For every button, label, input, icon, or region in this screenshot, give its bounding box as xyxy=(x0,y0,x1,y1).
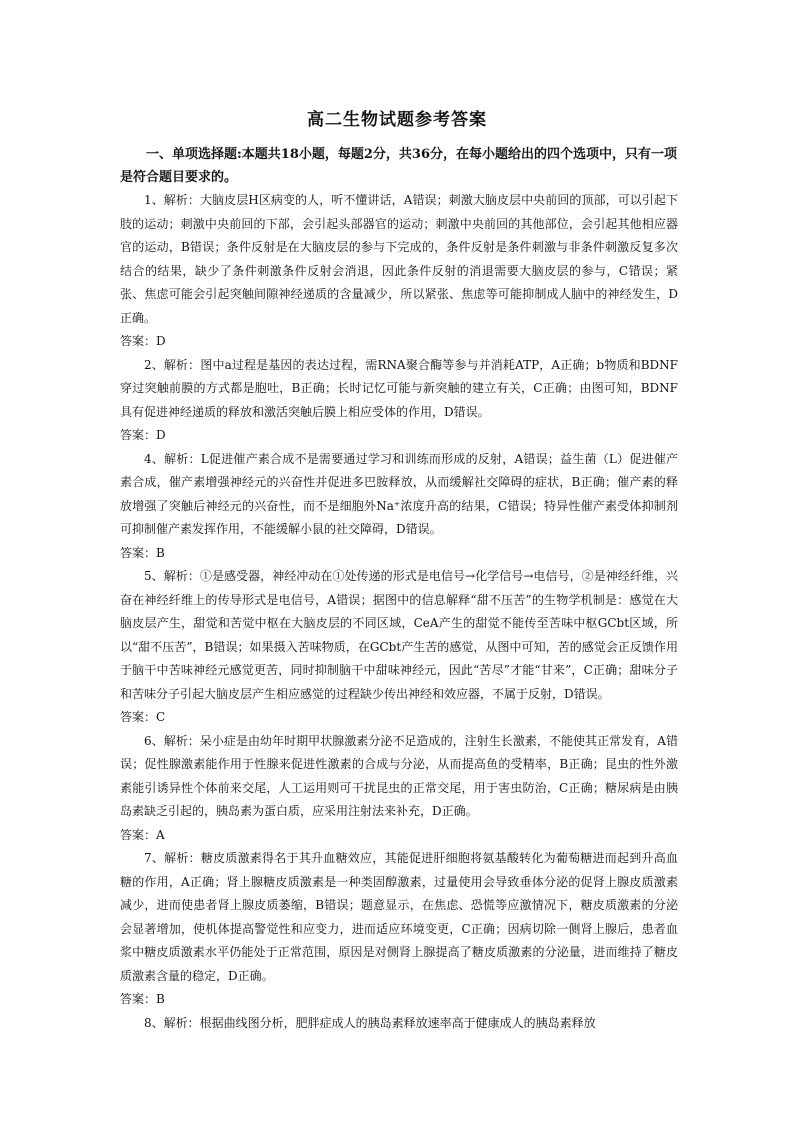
section-heading: 一、单项选择题:本题共18小题，每题2分，共36分，在每小题给出的四个选项中，只有一项是符合题目要求的。 xyxy=(120,147,678,185)
answer-2: 答案：D xyxy=(120,428,166,442)
page-title: 高二生物试题参考答案 xyxy=(307,110,487,130)
explanation-5: 5、解析：①是感受器，神经冲动在①处传递的形式是电信号→化学信号→电信号，②是神经纤维，兴奋在神经纤维上的传导形式是电信号，A错误；据图中的信息解释“甜不压苦”的生物学机制是：感觉在大脑皮层产生，甜觉和苦觉中枢在大脑皮层的不同区域，CeA产生的甜觉不能传至苦味中枢GCbt区域，所以“甜不压苦”，B错误；如果摄入苦味物质，在GCbt产生苦的感觉，从图中可知，苦的感觉会正反馈作用于脑干中苦味神经元感觉更苦，同时抑制脑干中甜味神经元，因此“苦尽”才能“甘来”，C正确；甜味分子和苦味分子引起大脑皮层产生相应感觉的过程缺少传出神经和效应器，不属于反射，D错误。 xyxy=(120,569,678,701)
answer-1: 答案：D xyxy=(120,334,166,348)
answer-6: 答案：A xyxy=(120,827,165,842)
explanation-7: 7、解析：糖皮质激素得名于其升血糖效应，其能促进肝细胞将氨基酸转化为葡萄糖进而起到升高血糖的作用，A正确；肾上腺糖皮质激素是一种类固醇激素，过量使用会导致垂体分泌的促肾上腺皮质激素减少，进而使患者肾上腺皮质萎缩，B错误；题意显示，在焦虑、恐慌等应激情况下，糖皮质激素的分泌会显著增加，使机体提高警觉性和应变力，进而适应环境变更，C正确；因病切除一侧肾上腺后，患者血浆中糖皮质激素水平仍能处于正常范围，原因是对侧肾上腺提高了糖皮质激素的分泌量，进而维持了糖皮质激素含量的稳定，D正确。 xyxy=(120,851,678,983)
explanation-4: 4、解析：L促进催产素合成不是需要通过学习和训练而形成的反射，A错误；益生菌（L）促进催产素合成，催产素增强神经元的兴奋性并促进多巴胺释放，从而缓解社交障碍的症状，B正确；催产素的释放增强了突触后神经元的兴奋性，而不是细胞外Na⁺浓度升高的结果，C错误；特异性催产素受体抑制剂可抑制催产素发挥作用，不能缓解小鼠的社交障碍，D错误。 xyxy=(120,451,678,536)
answer-body xyxy=(120,189,678,1035)
explanation-8: 8、解析：根据曲线图分析，肥胖症成人的胰岛素释放速率高于健康成人的胰岛素释放 xyxy=(144,1015,596,1030)
answer-7: 答案：B xyxy=(120,992,165,1006)
explanation-2: 2、解析：图中a过程是基因的表达过程，需RNA聚合酶等参与并消耗ATP，A正确；b物质和BDNF穿过突触前膜的方式都是胞吐，B正确；长时记忆可能与新突触的建立有关，C正确；由图可知，BDNF具有促进神经递质的释放和激活突触后膜上相应受体的作用，D错误。 xyxy=(120,357,678,419)
explanation-6: 6、解析：呆小症是由幼年时期甲状腺激素分泌不足造成的，注射生长激素，不能使其正常发育，A错误；促性腺激素能作用于性腺来促进性激素的合成与分泌，从而提高鱼的受精率，B正确；昆虫的性外激素能引诱异性个体前来交尾，人工运用则可干扰昆虫的正常交尾，用于害虫防治，C正确；糖尿病是由胰岛素缺乏引起的，胰岛素为蛋白质，应采用注射法来补充，D正确。 xyxy=(120,733,678,818)
answer-5: 答案：C xyxy=(120,710,166,724)
answer-4: 答案：B xyxy=(120,545,165,560)
explanation-1: 1、解析：大脑皮层H区病变的人，听不懂讲话，A错误；刺激大脑皮层中央前回的顶部，可以引起下肢的运动；刺激中央前回的下部，会引起头部器官的运动；刺激中央前回的其他部位，会引起其他相应器官的运动，B错误；条件反射是在大脑皮层的参与下完成的，条件反射是条件刺激与非条件刺激反复多次结合的结果，缺少了条件刺激条件反射会消退，因此条件反射的消退需要大脑皮层的参与，C错误；紧张、焦虑可能会引起突触间隙神经递质的含量减少，所以紧张、焦虑等可能抑制成人脑中的神经发生，D正确。 xyxy=(120,193,678,325)
